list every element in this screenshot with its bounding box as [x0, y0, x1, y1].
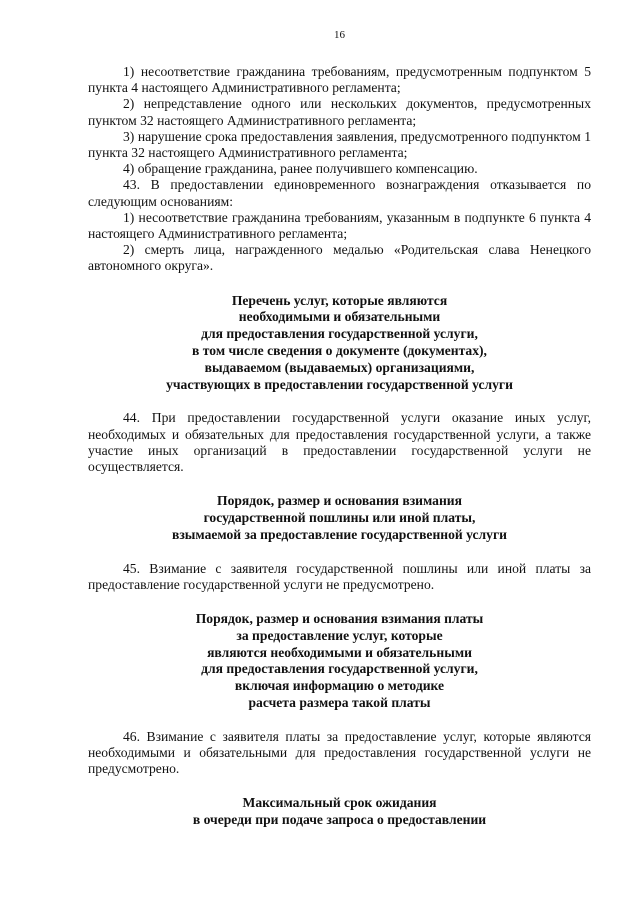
section-heading-waiting-time	[88, 795, 591, 829]
heading-line: Порядок, размер и основания взимания платы	[195, 611, 484, 627]
clause-43: 43. В предоставлении единовременного вознаграждения отказывается по следующим основаниям:	[88, 177, 591, 209]
heading-line: в том числе сведения о документе (документах),	[192, 343, 487, 359]
heading-line: выдаваемом (выдаваемых) организациями,	[204, 359, 475, 375]
heading-line: Максимальный срок ожидания	[242, 795, 437, 811]
clause-45: 45. Взимание с заявителя государственной пошлины или иной платы за предоставление государственной услуги не предусмотрено.	[88, 560, 591, 592]
heading-line: Перечень услуг, которые являются	[231, 292, 448, 308]
heading-line: для предоставления государственной услуги,	[201, 661, 478, 677]
page-number: 16	[334, 29, 345, 41]
heading-line: в очереди при подаче запроса о предоставлении	[192, 812, 487, 828]
document-page	[88, 28, 591, 829]
item-4-repeat-request: 4) обращение гражданина, ранее получившего компенсацию.	[123, 161, 478, 177]
section-heading-service-fee	[88, 611, 591, 712]
item-1-noncompliance: 1) несоответствие гражданина требованиям, предусмотренным подпунктом 5 пункта 4 настоящего Административного регламента;	[88, 64, 591, 96]
section-heading-state-fee	[88, 493, 591, 543]
heading-line: государственной пошлины или иной платы,	[203, 510, 476, 526]
clause-43-item-2: 2) смерть лица, награжденного медалью «Родительская слава Ненецкого автономного округа».	[88, 242, 591, 274]
clause-44: 44. При предоставлении государственной услуги оказание иных услуг, необходимых и обязательных для предоставления государственной услуги, а также участие иных организаций в предоставлении государственной услуги не осуществляется.	[88, 410, 591, 475]
heading-line: расчета размера такой платы	[248, 695, 431, 711]
clause-46: 46. Взимание с заявителя платы за предоставление услуг, которые являются необходимыми и обязательными для предоставления государственной услуги не предусмотрено.	[88, 728, 591, 777]
section-heading-related-services	[88, 293, 591, 394]
heading-line: являются необходимыми и обязательными	[207, 644, 472, 660]
heading-line: участвующих в предоставлении государственной услуги	[166, 376, 513, 392]
clause-43-item-1: 1) несоответствие гражданина требованиям, указанным в подпункте 6 пункта 4 настоящего Административного регламента;	[88, 209, 591, 242]
heading-line: за предоставление услуг, которые	[236, 627, 443, 643]
heading-line: взымаемой за предоставление государственной услуги	[172, 526, 507, 542]
item-3-deadline-violation: 3) нарушение срока предоставления заявления, предусмотренного подпунктом 1 пункта 32 настоящего Административного регламента;	[88, 128, 591, 161]
heading-line: необходимыми и обязательными	[238, 309, 441, 325]
heading-line: включая информацию о методике	[234, 678, 445, 694]
item-2-missing-documents: 2) непредставление одного или нескольких документов, предусмотренных пунктом 32 настоящего Административного регламента;	[88, 96, 591, 128]
heading-line: для предоставления государственной услуги,	[201, 326, 478, 342]
heading-line: Порядок, размер и основания взимания	[217, 493, 462, 509]
